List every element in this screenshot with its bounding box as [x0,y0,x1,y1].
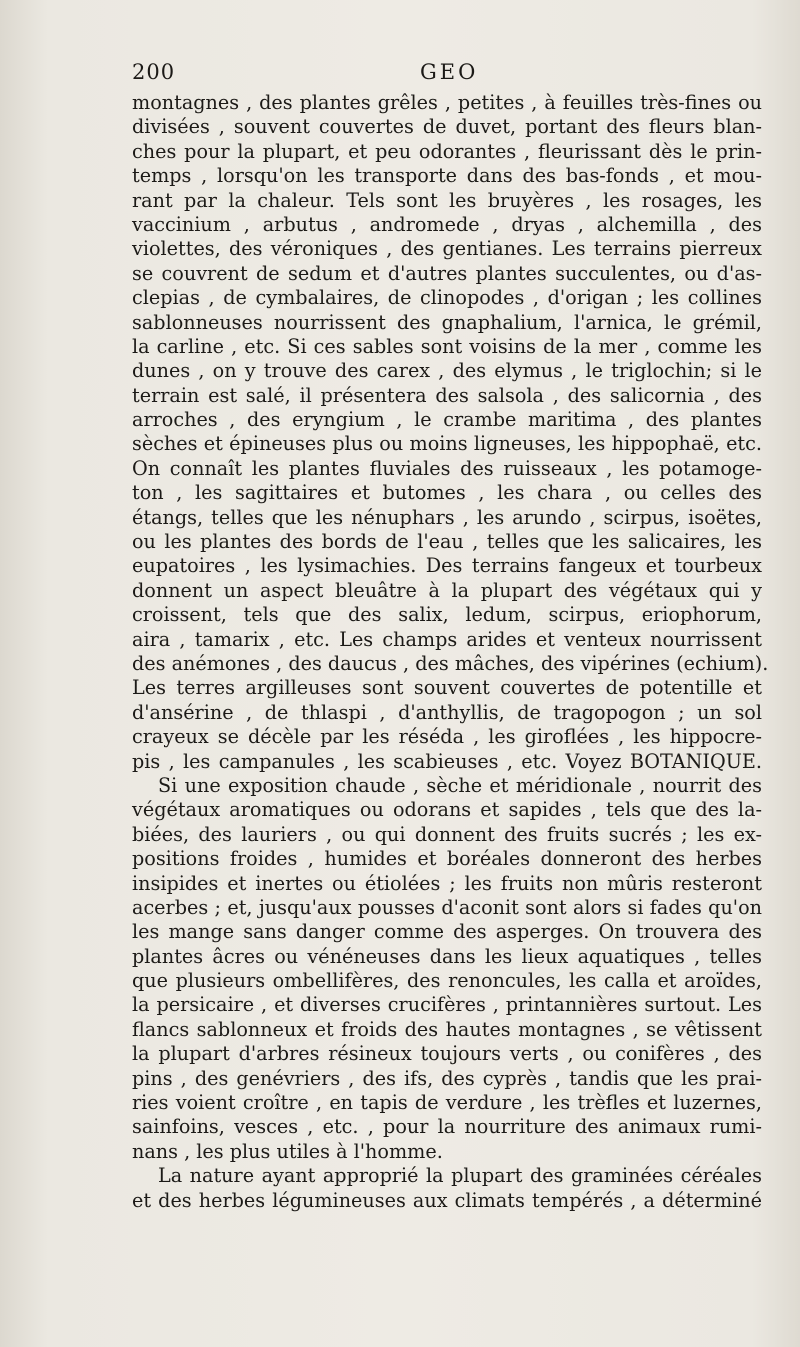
text-line: végétaux aromatiques ou odorans et sapides , tels que des la- [132,798,762,822]
text-line: ches pour la plupart, et peu odorantes , fleurissant dès le prin- [132,139,762,163]
text-line: clepias , de cymbalaires, de clinopodes , d'origan ; les collines [132,286,762,310]
text-line: Si une exposition chaude , sèche et méridionale , nourrit des [158,773,762,797]
text-line: aira , tamarix , etc. Les champs arides et venteux nourrissent [132,627,762,651]
text-line: sèches et épineuses plus ou moins ligneuses, les hippophaë, etc. [132,432,762,456]
page-header [132,60,762,90]
text-line: montagnes , des plantes grêles , petites , à feuilles très-fines ou [132,91,762,114]
text-line: arroches , des eryngium , le crambe maritima , des plantes [132,408,762,432]
text-line: des anémones , des daucus , des mâches, des vipérines (echium). [132,651,769,675]
text-line: sainfoins, vesces , etc. , pour la nourriture des animaux rumi- [132,1115,762,1139]
text-line: divisées , souvent couvertes de duvet, portant des fleurs blan- [132,115,762,139]
text-line: les mange sans danger comme des asperges. On trouvera des [132,920,762,944]
text-line: pins , des genévriers , des ifs, des cyprès , tandis que les prai- [132,1066,762,1090]
text-line: ton , les sagittaires et butomes , les chara , ou celles des [132,481,762,505]
text-line: temps , lorsqu'on les transporte dans des bas-fonds , et mou- [132,164,762,188]
text-line: que plusieurs ombellifères, des renoncules, les calla et aroïdes, [132,969,762,993]
text-line: dunes , on y trouve des carex , des elymus , le triglochin; si le [132,359,762,383]
text-line: On connaît les plantes fluviales des ruisseaux , les potamoge- [132,456,762,480]
text-line: ries voient croître , en tapis de verdure , les trèfles et luzernes, [132,1091,762,1115]
text-line: donnent un aspect bleuâtre à la plupart des végétaux qui y [132,578,762,602]
text-line: La nature ayant approprié la plupart des graminées céréales [158,1164,762,1188]
text-line: la persicaire , et diverses crucifères , printannières surtout. Les [132,993,762,1017]
text-line: insipides et inertes ou étiolées ; les fruits non mûris resteront [132,871,762,895]
text-line: croissent, tels que des salix, ledum, scirpus, eriophorum, [132,603,762,627]
page-number: 200 [132,60,176,84]
text-line: ou les plantes des bords de l'eau , telles que les salicaires, les [132,530,762,554]
text-line: vaccinium , arbutus , andromede , dryas , alchemilla , des [132,212,762,236]
text-line: nans , les plus utiles à l'homme. [132,1139,443,1163]
text-line: pis , les campanules , les scabieuses , etc. Voyez BOTANIQUE. [132,749,762,773]
text-line: la plupart d'arbres résineux toujours verts , ou conifères , des [132,1042,762,1066]
text-line: d'ansérine , de thlaspi , d'anthyllis, de tragopogon ; un sol [132,700,762,724]
text-line: étangs, telles que les nénuphars , les arundo , scirpus, isoëtes, [132,505,762,529]
text-line: biées, des lauriers , ou qui donnent des fruits sucrés ; les ex- [132,822,762,846]
text-line: plantes âcres ou vénéneuses dans les lieux aquatiques , telles [132,944,762,968]
text-line: la carline , etc. Si ces sables sont voisins de la mer , comme les [132,334,762,358]
text-line: et des herbes légumineuses aux climats tempérés , a déterminé [132,1188,762,1212]
text-line: terrain est salé, il présentera des salsola , des salicornia , des [132,383,762,407]
text-line: Les terres argilleuses sont souvent couvertes de potentille et [132,676,762,700]
running-head: GEO [420,60,479,84]
text-line: flancs sablonneux et froids des hautes montagnes , se vêtissent [132,1017,762,1041]
text-line: violettes, des véroniques , des gentianes. Les terrains pierreux [132,237,762,261]
text-line: se couvrent de sedum et d'autres plantes succulentes, ou d'as- [132,261,762,285]
text-line: acerbes ; et, jusqu'aux pousses d'aconit sont alors si fades qu'on [132,895,762,919]
text-line: sablonneuses nourrissent des gnaphalium, l'arnica, le grémil, [132,310,762,334]
text-line: rant par la chaleur. Tels sont les bruyères , les rosages, les [132,188,762,212]
body-text [132,91,769,1213]
text-line: crayeux se décèle par les réséda , les giroflées , les hippocre- [132,725,762,749]
text-line: eupatoires , les lysimachies. Des terrains fangeux et tourbeux [132,554,762,578]
text-line: positions froides , humides et boréales donneront des herbes [132,847,762,871]
